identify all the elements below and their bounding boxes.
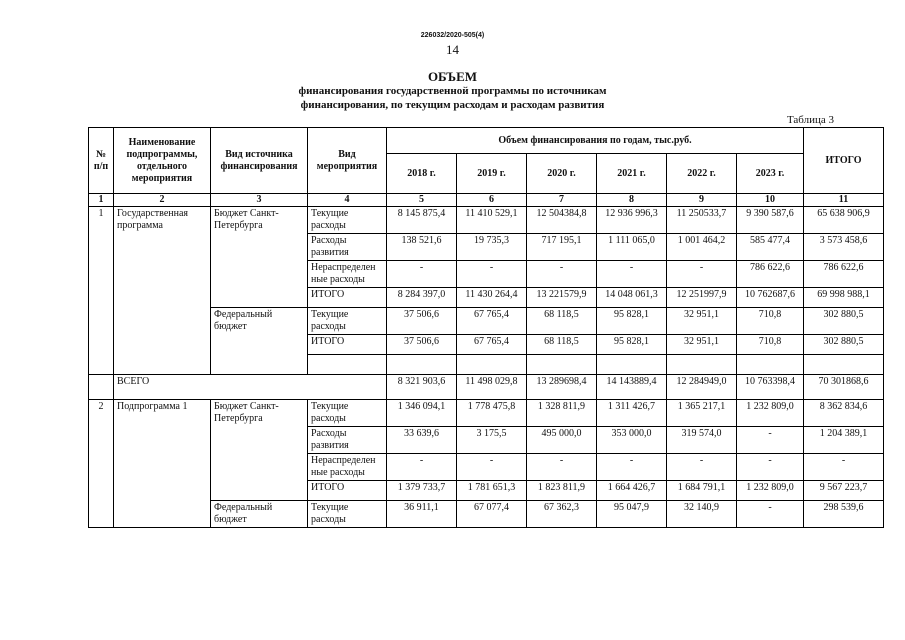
header-row — [89, 128, 884, 154]
table-cell: - — [737, 427, 804, 454]
total-label: ВСЕГО — [114, 375, 387, 400]
page-subtitle — [0, 84, 905, 112]
table-cell: 13 221579,9 — [527, 288, 597, 308]
table-cell: 32 140,9 — [667, 501, 737, 528]
table-cell: 67 765,4 — [457, 335, 527, 355]
col-index: 7 — [527, 194, 597, 207]
table-cell: - — [804, 454, 884, 481]
expense-type: Текущие расходы — [308, 308, 387, 335]
table-cell: 95 047,9 — [597, 501, 667, 528]
table-cell: 11 498 029,8 — [457, 375, 527, 400]
table-cell: - — [667, 261, 737, 288]
expense-type: Текущие расходы — [308, 400, 387, 427]
table-cell: 1 664 426,7 — [597, 481, 667, 501]
table-cell: 1 328 811,9 — [527, 400, 597, 427]
col-index: 2 — [114, 194, 211, 207]
table-cell: 302 880,5 — [804, 308, 884, 335]
table-cell: 10 762687,6 — [737, 288, 804, 308]
table-cell: 8 145 875,4 — [387, 207, 457, 234]
table-cell: 8 362 834,6 — [804, 400, 884, 427]
table-cell: 68 118,5 — [527, 335, 597, 355]
program-name: Подпрограмма 1 — [114, 400, 211, 528]
table-row — [89, 207, 884, 234]
subtitle-line-1: финансирования государственной программы по источникам — [298, 85, 607, 97]
table-cell: 1 781 651,3 — [457, 481, 527, 501]
column-index-row — [89, 194, 884, 207]
col-index: 10 — [737, 194, 804, 207]
funding-source: Федеральный бюджет — [211, 501, 308, 528]
col-header-name: Наименование подпрограммы, отдельного мероприятия — [114, 128, 211, 194]
col-header-num: № п/п — [89, 128, 114, 194]
table-cell: 585 477,4 — [737, 234, 804, 261]
table-cell: 70 301868,6 — [804, 375, 884, 400]
expense-type: Нераспределен ные расходы — [308, 261, 387, 288]
table-cell: 298 539,6 — [804, 501, 884, 528]
expense-type: ИТОГО — [308, 335, 387, 355]
empty-cell — [667, 355, 737, 375]
table-cell: 14 143889,4 — [597, 375, 667, 400]
col-header-source: Вид источника финансирования — [211, 128, 308, 194]
table-cell: 786 622,6 — [804, 261, 884, 288]
table-cell: 69 998 988,1 — [804, 288, 884, 308]
table-cell: 717 195,1 — [527, 234, 597, 261]
funding-source: Бюджет Санкт-Петербурга — [211, 207, 308, 308]
expense-type: ИТОГО — [308, 288, 387, 308]
empty-cell — [387, 355, 457, 375]
table-cell: 12 936 996,3 — [597, 207, 667, 234]
table-caption: Таблица 3 — [786, 114, 834, 126]
table-cell: 3 175,5 — [457, 427, 527, 454]
financing-table — [88, 127, 884, 528]
funding-source: Бюджет Санкт-Петербурга — [211, 400, 308, 501]
table-cell: 1 778 475,8 — [457, 400, 527, 427]
col-header-total: ИТОГО — [804, 128, 884, 194]
col-index: 4 — [308, 194, 387, 207]
table-cell: - — [527, 454, 597, 481]
table-cell: 36 911,1 — [387, 501, 457, 528]
table-cell: 138 521,6 — [387, 234, 457, 261]
col-header-years-group: Объем финансирования по годам, тыс.руб. — [387, 128, 804, 154]
table-cell: 786 622,6 — [737, 261, 804, 288]
table-cell: 14 048 061,3 — [597, 288, 667, 308]
table-cell: 12 251997,9 — [667, 288, 737, 308]
expense-type: Расходы развития — [308, 427, 387, 454]
table-cell: 8 321 903,6 — [387, 375, 457, 400]
table-cell: - — [457, 261, 527, 288]
table-cell: 12 504384,8 — [527, 207, 597, 234]
expense-type: Текущие расходы — [308, 501, 387, 528]
empty-cell — [457, 355, 527, 375]
col-index: 1 — [89, 194, 114, 207]
table-cell: 319 574,0 — [667, 427, 737, 454]
empty-cell — [597, 355, 667, 375]
total-row — [89, 375, 884, 400]
table-cell: 9 390 587,6 — [737, 207, 804, 234]
col-index: 8 — [597, 194, 667, 207]
table-cell: 10 763398,4 — [737, 375, 804, 400]
col-header-year-2018: 2018 г. — [387, 154, 457, 194]
col-header-year-2023: 2023 г. — [737, 154, 804, 194]
table-cell: - — [387, 454, 457, 481]
table-cell: 1 232 809,0 — [737, 400, 804, 427]
table-cell: 353 000,0 — [597, 427, 667, 454]
table-cell: 11 250533,7 — [667, 207, 737, 234]
table-cell: - — [667, 454, 737, 481]
table-cell: - — [597, 454, 667, 481]
empty-cell — [527, 355, 597, 375]
table-cell: 1 111 065,0 — [597, 234, 667, 261]
table-cell: 67 077,4 — [457, 501, 527, 528]
table-cell: 33 639,6 — [387, 427, 457, 454]
table-cell: 3 573 458,6 — [804, 234, 884, 261]
table-cell: 710,8 — [737, 335, 804, 355]
table-cell: - — [527, 261, 597, 288]
expense-type: Расходы развития — [308, 234, 387, 261]
table-cell: 12 284949,0 — [667, 375, 737, 400]
table-cell: 1 379 733,7 — [387, 481, 457, 501]
table-cell: 65 638 906,9 — [804, 207, 884, 234]
table-cell: 495 000,0 — [527, 427, 597, 454]
table-cell: 302 880,5 — [804, 335, 884, 355]
page-title: ОБЪЕМ — [427, 69, 478, 84]
col-index: 11 — [804, 194, 884, 207]
col-index: 3 — [211, 194, 308, 207]
table-cell: 710,8 — [737, 308, 804, 335]
col-index: 9 — [667, 194, 737, 207]
row-number: 1 — [89, 207, 114, 375]
col-header-year-2022: 2022 г. — [667, 154, 737, 194]
table-cell: 95 828,1 — [597, 308, 667, 335]
page-number: 14 — [446, 42, 459, 57]
empty-cell — [737, 355, 804, 375]
table-cell: 1 346 094,1 — [387, 400, 457, 427]
empty-cell — [804, 355, 884, 375]
col-index: 5 — [387, 194, 457, 207]
table-cell: 1 823 811,9 — [527, 481, 597, 501]
table-cell: 1 311 426,7 — [597, 400, 667, 427]
doc-code: 226032/2020-505(4) — [420, 32, 485, 39]
table-cell: 11 410 529,1 — [457, 207, 527, 234]
row-number: 2 — [89, 400, 114, 528]
table-cell: 32 951,1 — [667, 308, 737, 335]
empty-cell — [308, 355, 387, 375]
table-cell: - — [597, 261, 667, 288]
table-cell: 1 684 791,1 — [667, 481, 737, 501]
table-cell: 1 001 464,2 — [667, 234, 737, 261]
table-cell: - — [457, 454, 527, 481]
table-cell: 32 951,1 — [667, 335, 737, 355]
program-name: Государственная программа — [114, 207, 211, 375]
table-cell: 8 284 397,0 — [387, 288, 457, 308]
table-cell: 67 765,4 — [457, 308, 527, 335]
funding-source: Федеральный бюджет — [211, 308, 308, 375]
table-cell: 1 232 809,0 — [737, 481, 804, 501]
col-index: 6 — [457, 194, 527, 207]
table-row — [89, 400, 884, 427]
table-cell: - — [737, 454, 804, 481]
table-cell: 13 289698,4 — [527, 375, 597, 400]
expense-type: ИТОГО — [308, 481, 387, 501]
table-cell: 9 567 223,7 — [804, 481, 884, 501]
table-cell: - — [387, 261, 457, 288]
expense-type: Текущие расходы — [308, 207, 387, 234]
table-cell: 37 506,6 — [387, 308, 457, 335]
col-header-type: Вид мероприятия — [308, 128, 387, 194]
table-cell: 95 828,1 — [597, 335, 667, 355]
table-cell: 37 506,6 — [387, 335, 457, 355]
table-cell: 1 204 389,1 — [804, 427, 884, 454]
empty-cell — [89, 375, 114, 400]
table-cell: 19 735,3 — [457, 234, 527, 261]
table-cell: - — [737, 501, 804, 528]
table-cell: 11 430 264,4 — [457, 288, 527, 308]
col-header-year-2019: 2019 г. — [457, 154, 527, 194]
col-header-year-2021: 2021 г. — [597, 154, 667, 194]
subtitle-line-2: финансирования, по текущим расходам и расходам развития — [300, 99, 605, 111]
expense-type: Нераспределен ные расходы — [308, 454, 387, 481]
table-cell: 1 365 217,1 — [667, 400, 737, 427]
table-cell: 67 362,3 — [527, 501, 597, 528]
table-cell: 68 118,5 — [527, 308, 597, 335]
col-header-year-2020: 2020 г. — [527, 154, 597, 194]
